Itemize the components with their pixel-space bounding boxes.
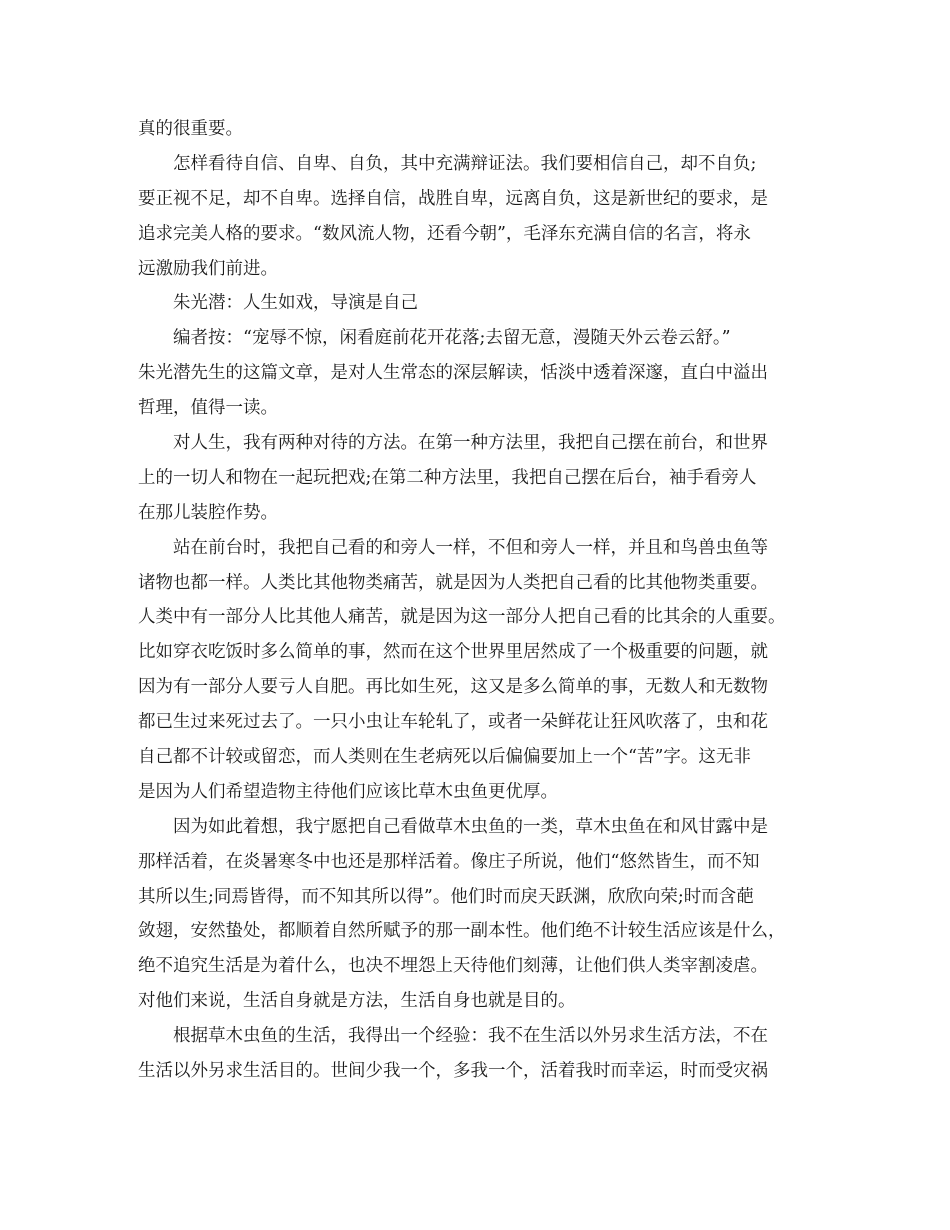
text-line: 比如穿衣吃饭时多么简单的事，然而在这个世界里居然成了一个极重要的问题，就 [138,642,768,663]
text-line: 编者按：“宠辱不惊，闲看庭前花开花落;去留无意，漫随天外云卷云舒。” [173,328,731,349]
text-line: 生活以外另求生活目的。世间少我一个，多我一个，活着我时而幸运，时而受灾祸 [138,1061,768,1082]
text-line: 要正视不足，却不自卑。选择自信，战胜自卑，远离自负，这是新世纪的要求，是 [138,188,768,209]
text-line: 哲理，值得一读。 [138,398,278,419]
text-line: 敛翅，安然蛰处，都顺着自然所赋予的那一副本性。他们绝不计较生活应该是什么， [138,921,786,942]
text-line: 是因为人们希望造物主待他们应该比草木虫鱼更优厚。 [138,781,558,802]
text-line: 都已生过来死过去了。一只小虫让车轮轧了，或者一朵鲜花让狂风吹落了，虫和花 [138,712,768,733]
text-line: 自己都不计较或留恋，而人类则在生老病死以后偏偏要加上一个“苦”字。这无非 [138,747,751,768]
body-text [138,112,828,1089]
text-line: 在那儿装腔作势。 [138,502,278,523]
text-line: 其所以生;同焉皆得，而不知其所以得”。他们时而戾天跃渊，欣欣向荣;时而含葩 [138,886,754,907]
text-line: 追求完美人格的要求。“数风流人物，还看今朝”，毛泽东充满自信的名言，将永 [138,223,751,244]
text-line: 怎样看待自信、自卑、自负，其中充满辩证法。我们要相信自己，却不自负; [173,153,757,174]
text-line: 真的很重要。 [138,119,243,139]
text-line: 人类中有一部分人比其他人痛苦，就是因为这一部分人把自己看的比其余的人重要。 [138,607,786,628]
text-line: 那样活着，在炎暑寒冬中也还是那样活着。像庄子所说，他们“悠然皆生，而不知 [138,851,760,872]
text-line: 远激励我们前进。 [138,258,278,279]
text-line: 诸物也都一样。人类比其他物类痛苦，就是因为人类把自己看的比其他物类重要。 [138,572,768,593]
text-line: 站在前台时，我把自己看的和旁人一样，不但和旁人一样，并且和鸟兽虫鱼等 [173,537,768,558]
text-line: 对他们来说，生活自身就是方法，生活自身也就是目的。 [138,991,576,1012]
text-line: 因为有一部分人要亏人自肥。再比如生死，这又是多么简单的事，无数人和无数物 [138,677,768,698]
text-line: 绝不追究生活是为着什么，也决不埋怨上天待他们刻薄，让他们供人类宰割凌虐。 [138,956,768,977]
text-line: 朱光潜先生的这篇文章，是对人生常态的深层解读，恬淡中透着深邃，直白中溢出 [138,363,768,384]
text-line: 根据草木虫鱼的生活，我得出一个经验：我不在生活以外另求生活方法，不在 [173,1026,768,1047]
text-line: 对人生，我有两种对待的方法。在第一种方法里，我把自己摆在前台，和世界 [173,433,768,454]
text-line: 因为如此着想，我宁愿把自己看做草木虫鱼的一类，草木虫鱼在和风甘露中是 [173,816,768,837]
text-line: 上的一切人和物在一起玩把戏;在第二种方法里，我把自己摆在后台，袖手看旁人 [138,467,757,488]
text-line: 朱光潜：人生如戏，导演是自己 [173,293,418,314]
